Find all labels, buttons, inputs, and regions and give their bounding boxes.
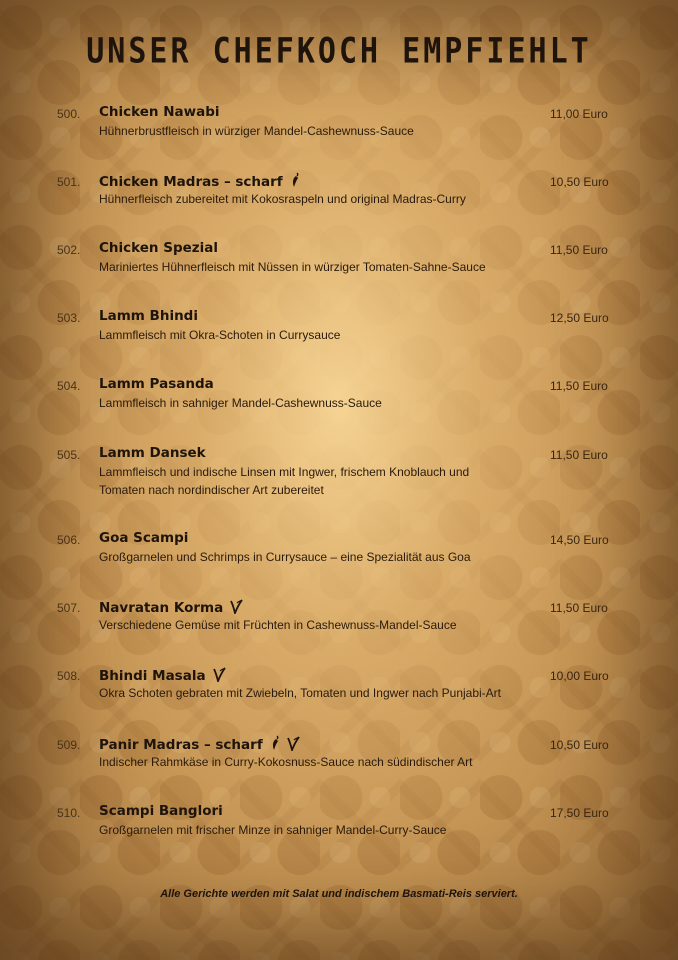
item-number: 509. xyxy=(57,738,81,752)
item-price: 11,50 Euro xyxy=(550,243,608,257)
item-price: 10,50 Euro xyxy=(550,175,609,189)
item-name: Lamm Bhindi xyxy=(99,308,198,324)
item-number: 505. xyxy=(57,448,81,462)
item-name: Goa Scampi xyxy=(99,530,189,546)
item-price: 17,50 Euro xyxy=(550,806,609,820)
footer-note: Alle Gerichte werden mit Salat und indischem Basmati-Reis serviert. xyxy=(160,888,518,900)
item-number: 503. xyxy=(57,311,81,325)
item-name: Scampi Banglori xyxy=(99,803,223,819)
page-title: UNSER CHEFKOCH EMPFIEHLT xyxy=(86,31,592,72)
item-description: Verschiedene Gemüse mit Früchten in Cashewnuss-Mandel-Sauce xyxy=(99,618,457,632)
item-number: 500. xyxy=(57,107,81,121)
item-number: 501. xyxy=(57,175,81,189)
item-price: 14,50 Euro xyxy=(550,533,609,547)
chili-pepper-icon xyxy=(269,735,283,751)
item-description: Lammfleisch und indische Linsen mit Ingwer, frischem Knoblauch und Tomaten nach nordindischer Art zubereitet xyxy=(99,465,470,497)
item-name: Chicken Spezial xyxy=(99,240,218,256)
item-description: Mariniertes Hühnerfleisch mit Nüssen in würziger Tomaten-Sahne-Sauce xyxy=(99,260,486,274)
item-price: 11,50 Euro xyxy=(550,379,608,393)
item-description: Hühnerbrustfleisch in würziger Mandel-Cashewnuss-Sauce xyxy=(99,124,414,138)
item-name: Bhindi Masala xyxy=(99,666,226,684)
item-description: Indischer Rahmkäse in Curry-Kokosnuss-Sauce nach südindischer Art xyxy=(99,755,473,769)
item-description: Großgarnelen und Schrimps in Currysauce – eine Spezialität aus Goa xyxy=(99,550,471,564)
item-name: Chicken Madras – scharf xyxy=(99,172,303,190)
item-price: 12,50 Euro xyxy=(550,311,609,325)
item-name: Panir Madras – scharf xyxy=(99,735,300,753)
item-price: 11,50 Euro xyxy=(550,448,608,462)
item-price: 11,00 Euro xyxy=(550,107,608,121)
item-name: Lamm Pasanda xyxy=(99,376,214,392)
item-number: 507. xyxy=(57,601,81,615)
item-name: Chicken Nawabi xyxy=(99,104,220,120)
item-number: 506. xyxy=(57,533,81,547)
item-number: 510. xyxy=(57,806,81,820)
item-description: Lammfleisch in sahniger Mandel-Cashewnuss-Sauce xyxy=(99,396,382,410)
item-description: Lammfleisch mit Okra-Schoten in Currysauce xyxy=(99,328,341,342)
item-price: 10,50 Euro xyxy=(550,738,609,752)
item-description: Großgarnelen mit frischer Minze in sahniger Mandel-Curry-Sauce xyxy=(99,823,447,837)
item-description: Hühnerfleisch zubereitet mit Kokosraspeln und original Madras-Curry xyxy=(99,192,466,206)
item-number: 502. xyxy=(57,243,81,257)
item-name: Navratan Korma xyxy=(99,598,243,616)
item-description: Okra Schoten gebraten mit Zwiebeln, Tomaten und Ingwer nach Punjabi-Art xyxy=(99,686,501,700)
item-number: 508. xyxy=(57,669,81,683)
item-name: Lamm Dansek xyxy=(99,445,206,461)
vegetarian-leaf-icon xyxy=(229,598,243,614)
chili-pepper-icon xyxy=(289,172,303,188)
vegetarian-leaf-icon xyxy=(286,735,300,751)
item-price: 10,00 Euro xyxy=(550,669,609,683)
vegetarian-leaf-icon xyxy=(212,666,226,682)
item-price: 11,50 Euro xyxy=(550,601,608,615)
item-number: 504. xyxy=(57,379,81,393)
